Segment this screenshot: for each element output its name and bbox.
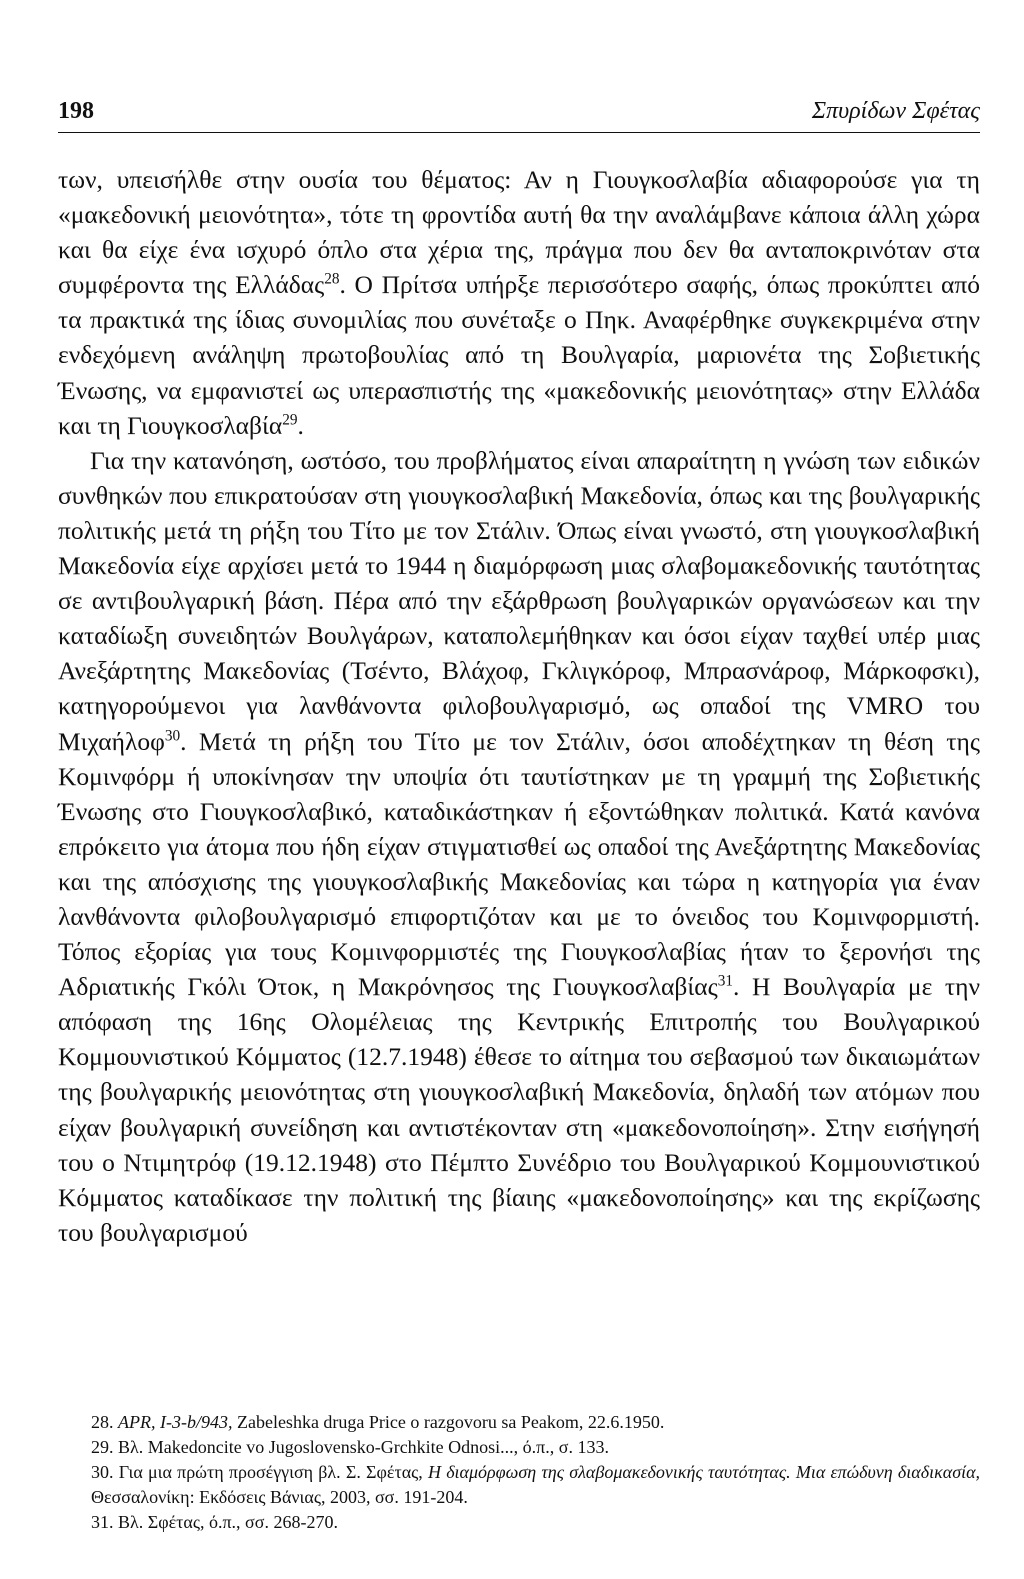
- footnote-italic: APR, I-3-b/943,: [118, 1412, 233, 1432]
- footnote-30: [58, 1460, 980, 1510]
- footnote-text: Θεσσαλονίκη: Εκδόσεις Βάνιας, 2003, σσ. 191-204.: [91, 1487, 468, 1507]
- footnote-ref-29: 29: [282, 411, 298, 429]
- paragraph-2-text-b: . Μετά τη ρήξη του Τίτο με τον Στάλιν, όσοι αποδέχτηκαν τη θέση της Κομινφόρμ ή υποκίνησαν την υποψία ότι ταυτίστηκαν με τη γραμμή της Σοβιετικής Ένωσης στο Γιουγκοσλαβικό, καταδικάστηκαν ή εξοντώθηκαν πολιτικά. Κατά κανόνα επρόκειτο για άτομα που ήδη είχαν στιγματισθεί ως οπαδοί της Ανεξάρτητης Μακεδονίας και της απόσχισης της γιουγκοσλαβικής Μακεδονίας και τώρα η κατηγορία για έναν λανθάνοντα φιλοβουλγαρισμό επιφορτιζόταν και με το όνειδος του Κομινφορμιστή. Τόπος εξορίας για τους Κομινφορμιστές της Γιουγκοσλαβίας ήταν το ξερονήσι της Αδριατικής Γκόλι Ότοκ, η Μακρόνησος της Γιουγκοσλαβίας: [58, 726, 980, 1002]
- footnote-text: Βλ. Σφέτας, ό.π., σσ. 268-270.: [118, 1512, 338, 1532]
- footnote-29: [58, 1435, 980, 1460]
- paragraph-1-text-b: . Ο Πρίτσα υπήρξε περισσότερο σαφής, όπως προκύπτει από τα πρακτικά της ίδιας συνομιλίας που συνέταξε ο Πηκ. Αναφέρθηκε συγκεκριμένα στην ενδεχόμενη ανάληψη πρωτοβουλίας από τη Βουλγαρία, μαριονέτα της Σοβιετικής Ένωσης, να εμφανιστεί ως υπερασπιστής της «μακεδονικής μειονότητας» στην Ελλάδα και τη Γιουγκοσλαβία: [58, 270, 981, 440]
- paragraph-1: [58, 162, 980, 443]
- footnote-italic: Η διαμόρφωση της σλαβομακεδονικής ταυτότητας. Μια επώδυνη διαδικασία,: [427, 1462, 981, 1482]
- footnote-ref-30: 30: [164, 727, 181, 744]
- paragraph-2: [58, 443, 980, 1250]
- footnotes: [58, 1410, 980, 1535]
- footnote-text: Βλ. Makedoncite vo Jugoslovensko-Grchkite Odnosi..., ό.π., σ. 133.: [118, 1437, 609, 1457]
- footnote-number: 29.: [91, 1437, 114, 1457]
- footnote-number: 30.: [91, 1462, 114, 1482]
- footnote-number: 28.: [91, 1412, 114, 1432]
- footnote-ref-31: 31: [717, 972, 733, 990]
- running-head-author: Σπυρίδων Σφέτας: [811, 98, 980, 124]
- footnote-text: Για μια πρώτη προσέγγιση βλ. Σ. Σφέτας,: [118, 1462, 428, 1482]
- footnote-31: [58, 1510, 980, 1535]
- page-header: [58, 98, 980, 133]
- paragraph-2-text-c: . Η Βουλγαρία με την απόφαση της 16ης Ολομέλειας της Κεντρικής Επιτροπής του Βουλγαρικού Κομμουνιστικού Κόμματος (12.7.1948) έθεσε το αίτημα του σεβασμού των δικαιωμάτων της βουλγαρικής μειονότητας στη γιουγκοσλαβική Μακεδονία, δηλαδή των ατόμων που είχαν βουλγαρική συνείδηση και αντιστέκονταν στη «μακεδονοποίηση». Στην εισήγησή του ο Ντιμητρόφ (19.12.1948) στο Πέμπτο Συνέδριο του Βουλγαρικού Κομμουνιστικού Κόμματος καταδίκασε την πολιτική της βίαιης «μακεδονοποίησης» και της εκρίζωσης του βουλγαρισμού: [58, 972, 980, 1247]
- footnote-text: Zabeleshka druga Price o razgovoru sa Peakom, 22.6.1950.: [232, 1412, 665, 1432]
- footnote-ref-28: 28: [324, 270, 340, 288]
- main-text: [58, 162, 980, 1250]
- footnote-number: 31.: [91, 1512, 114, 1532]
- paragraph-1-text-a: των, υπεισήλθε στην ουσία του θέματος: Αν η Γιουγκοσλαβία αδιαφορούσε για τη «μακεδονική μειονότητα», τότε τη φροντίδα αυτή θα την αναλάμβανε κάποια άλλη χώρα και θα είχε ένα ισχυρό όπλο στα χέρια της, πράγμα που δεν θα ανταποκρινόταν στα συμφέροντα της Ελλάδας: [58, 165, 980, 300]
- paragraph-1-text-c: .: [297, 410, 304, 440]
- footnote-28: [58, 1410, 980, 1435]
- page-number: 198: [58, 98, 94, 124]
- paragraph-2-text-a: Για την κατανόηση, ωστόσο, του προβλήματος είναι απαραίτητη η γνώση των ειδικών συνθηκών που επικρατούσαν στη γιουγκοσλαβική Μακεδονία, όπως και της βουλγαρικής πολιτικής μετά τη ρήξη του Τίτο με τον Στάλιν. Όπως είναι γνωστό, στη γιουγκοσλαβική Μακεδονία είχε αρχίσει μετά το 1944 η διαμόρφωση μιας σλαβομακεδονικής ταυτότητας σε αντιβουλγαρική βάση. Πέρα από την εξάρθρωση βουλγαρικών οργανώσεων και την καταδίωξη συνειδητών Βουλγάρων, καταπολεμήθηκαν και όσοι είχαν ταχθεί υπέρ μιας Ανεξάρτητης Μακεδονίας (Τσέντο, Βλάχοφ, Γκλιγκόροφ, Μπρασνάροφ, Μάρκοφσκι), κατηγορούμενοι για λανθάνοντα φιλοβουλγαρισμό, ως οπαδοί της VMRO του Μιχαήλοφ: [58, 445, 980, 756]
